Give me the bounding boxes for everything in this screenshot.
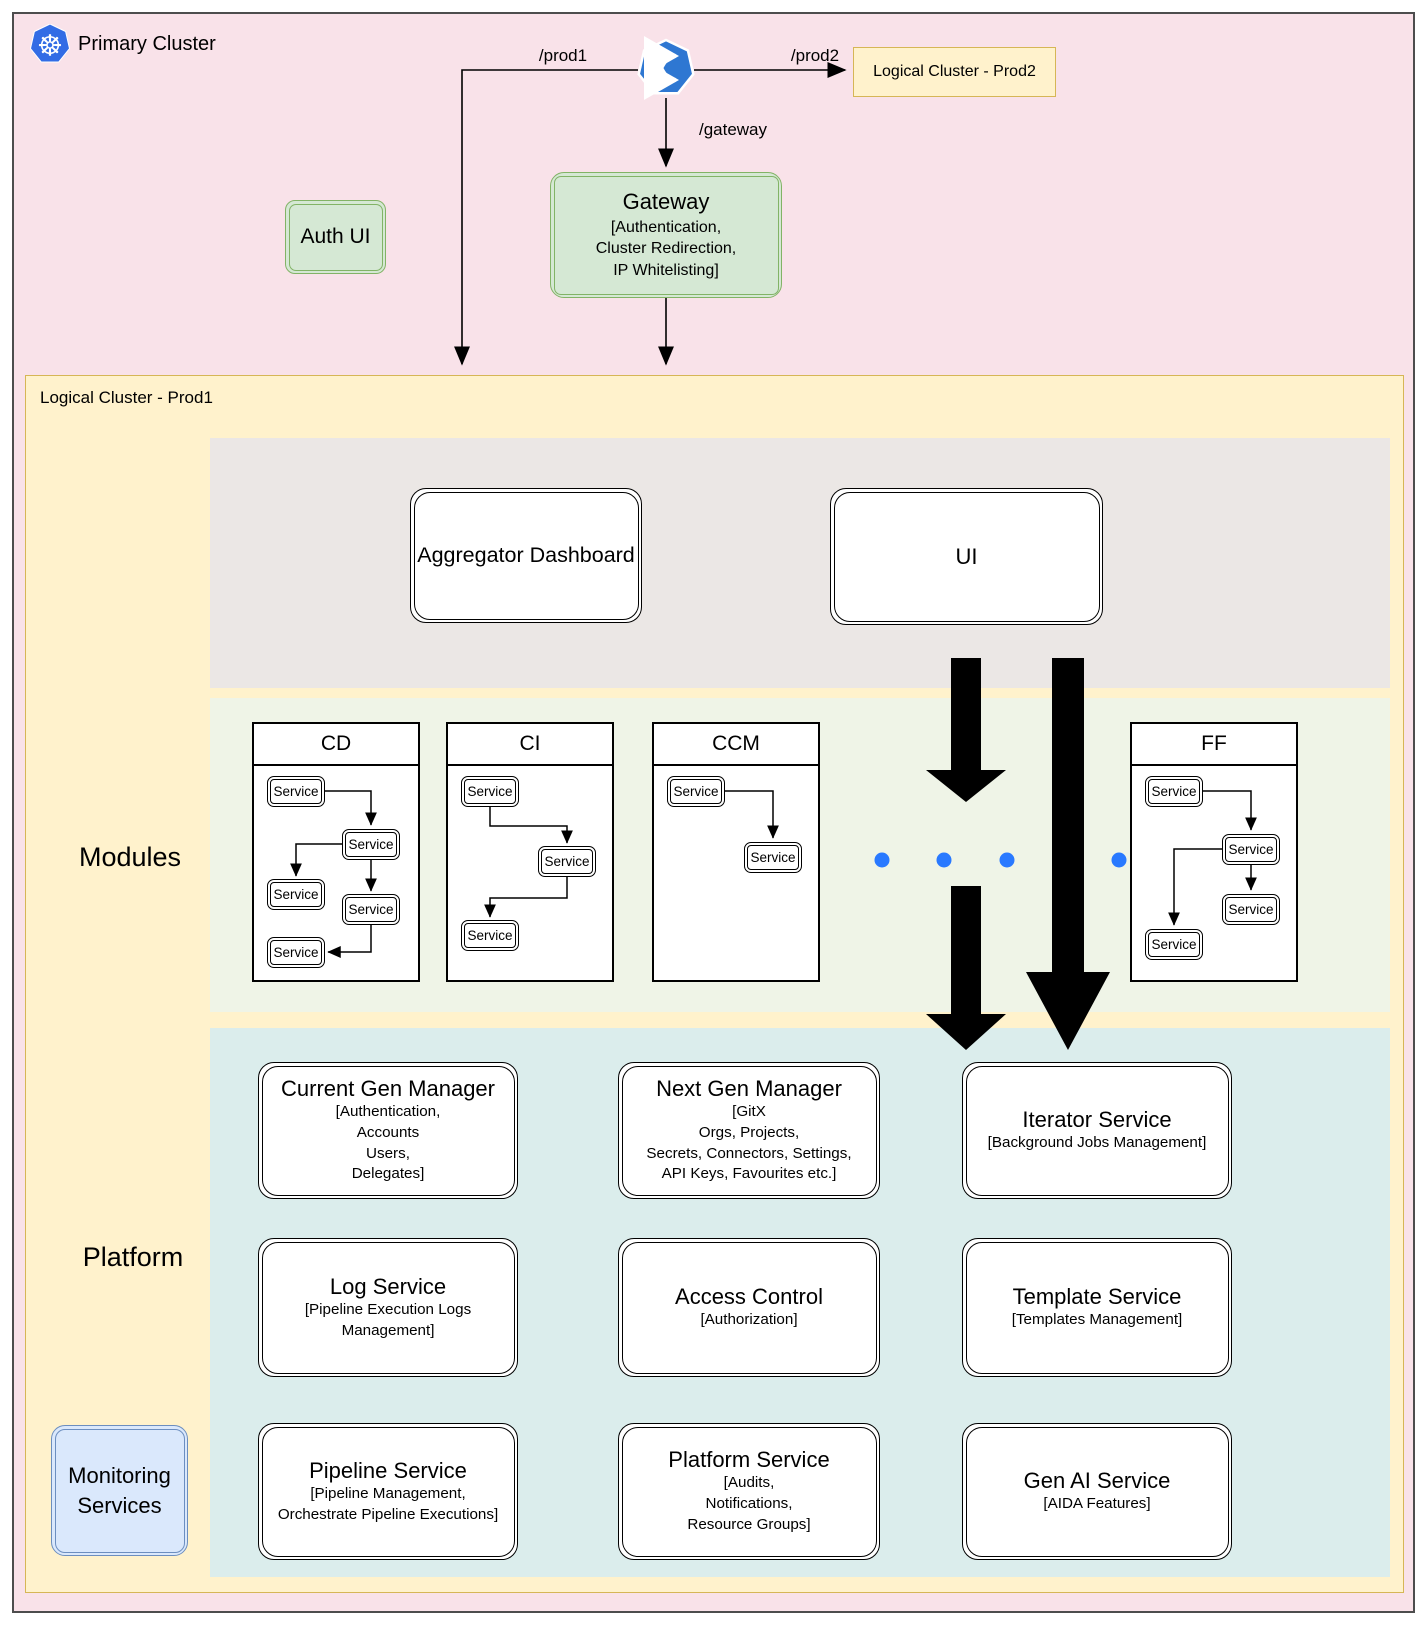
logical-cluster-prod1-title: Logical Cluster - Prod1 — [40, 388, 213, 407]
service-label: Service — [273, 784, 319, 799]
service-node — [744, 842, 802, 873]
platform-box-title: Pipeline Service — [309, 1457, 467, 1483]
route-gateway-label: /gateway — [698, 120, 768, 139]
aggregator-dashboard-node — [410, 488, 642, 623]
platform-band-label: Platform — [82, 1242, 184, 1272]
platform-box-platform-service — [618, 1423, 880, 1560]
platform-box-title: Template Service — [1012, 1284, 1182, 1310]
platform-box-log-service — [258, 1238, 518, 1377]
platform-box-title: Next Gen Manager — [656, 1075, 842, 1101]
service-label: Service — [348, 902, 394, 917]
logical-cluster-prod2-node — [853, 47, 1056, 97]
module-cd — [252, 722, 420, 982]
auth-ui-node — [285, 200, 386, 274]
platform-box-line: [Audits, — [723, 1474, 775, 1492]
platform-box-line: [Pipeline Execution Logs — [304, 1300, 472, 1318]
logical-cluster-prod2-label: Logical Cluster - Prod2 — [873, 63, 1036, 80]
service-node — [1145, 776, 1203, 807]
platform-box-line: Notifications, — [705, 1495, 793, 1513]
service-node — [267, 879, 325, 910]
service-node — [267, 776, 325, 807]
ui-section — [210, 438, 1390, 688]
route-prod2-label: /prod2 — [790, 46, 840, 65]
aggregator-dashboard-label: Aggregator Dashboard — [417, 543, 635, 567]
platform-box-access-control — [618, 1238, 880, 1377]
platform-box-line: [Authentication, — [335, 1102, 441, 1120]
platform-box-line: Delegates] — [351, 1165, 425, 1183]
platform-box-title: Current Gen Manager — [281, 1075, 495, 1101]
platform-box-template-service — [962, 1238, 1232, 1377]
service-node — [461, 776, 519, 807]
module-ci — [446, 722, 614, 982]
service-label: Service — [750, 850, 796, 865]
platform-box-title: Access Control — [675, 1284, 823, 1310]
monitoring-services-label: Services — [77, 1492, 162, 1518]
auth-ui-label: Auth UI — [300, 225, 371, 248]
gateway-node — [550, 172, 782, 298]
platform-box-line: Orgs, Projects, — [698, 1123, 800, 1141]
service-label: Service — [1228, 842, 1274, 857]
primary-cluster-title: Primary Cluster — [78, 33, 216, 55]
platform-box-line: [AIDA Features] — [1043, 1495, 1151, 1513]
platform-box-gen-ai-service — [962, 1423, 1232, 1560]
module-ff — [1130, 722, 1298, 982]
service-label: Service — [467, 784, 513, 799]
platform-box-title: Iterator Service — [1022, 1107, 1172, 1133]
platform-box-next-gen-manager — [618, 1062, 880, 1199]
service-label: Service — [348, 837, 394, 852]
module-ff-title: FF — [1132, 724, 1296, 766]
service-label: Service — [1151, 937, 1197, 952]
service-node — [1222, 834, 1280, 865]
platform-box-line: API Keys, Favourites etc.] — [661, 1165, 837, 1183]
platform-box-line: Management] — [341, 1321, 435, 1339]
platform-box-line: [Authorization] — [700, 1311, 798, 1329]
platform-box-current-gen-manager — [258, 1062, 518, 1199]
monitoring-services-label: Monitoring — [68, 1462, 171, 1488]
platform-box-line: Accounts — [356, 1123, 420, 1141]
platform-box-line: Resource Groups] — [687, 1515, 811, 1533]
service-label: Service — [544, 854, 590, 869]
platform-box-title: Log Service — [329, 1273, 447, 1299]
service-label: Service — [273, 945, 319, 960]
module-ccm — [652, 722, 820, 982]
ui-node — [830, 488, 1103, 625]
service-label: Service — [1151, 784, 1197, 799]
modules-band-label: Modules — [78, 842, 182, 872]
service-node — [1145, 929, 1203, 960]
platform-box-line: [Templates Management] — [1011, 1311, 1183, 1329]
platform-box-line: [GitX — [732, 1102, 766, 1120]
module-cd-title: CD — [254, 724, 418, 766]
service-node — [538, 846, 596, 877]
module-ci-title: CI — [448, 724, 612, 766]
platform-box-title: Gen AI Service — [1023, 1468, 1171, 1494]
platform-box-iterator-service — [962, 1062, 1232, 1199]
service-node — [667, 776, 725, 807]
platform-box-line: [Background Jobs Management] — [987, 1134, 1207, 1152]
service-node — [461, 920, 519, 951]
kubernetes-icon — [30, 24, 70, 64]
svg-text:☸: ☸ — [37, 28, 63, 63]
platform-box-line: Secrets, Connectors, Settings, — [646, 1144, 852, 1162]
platform-box-line: [Pipeline Management, — [310, 1484, 466, 1502]
service-node — [267, 937, 325, 968]
platform-box-line: Users, — [366, 1144, 410, 1162]
module-ccm-title: CCM — [654, 724, 818, 766]
platform-box-pipeline-service — [258, 1423, 518, 1560]
service-label: Service — [273, 887, 319, 902]
platform-box-title: Platform Service — [668, 1447, 830, 1473]
service-node — [342, 829, 400, 860]
service-node — [342, 894, 400, 925]
service-label: Service — [467, 928, 513, 943]
platform-box-line: Orchestrate Pipeline Executions] — [277, 1505, 499, 1523]
service-label: Service — [673, 784, 719, 799]
monitoring-services-node — [51, 1425, 188, 1556]
service-label: Service — [1228, 902, 1274, 917]
route-prod1-label: /prod1 — [538, 46, 588, 65]
gateway-line: [Authentication, — [610, 218, 722, 236]
gateway-line: IP Whitelisting] — [613, 261, 719, 279]
ui-label: UI — [955, 543, 978, 569]
gateway-line: Cluster Redirection, — [595, 240, 737, 258]
service-node — [1222, 894, 1280, 925]
gateway-title: Gateway — [622, 188, 710, 214]
